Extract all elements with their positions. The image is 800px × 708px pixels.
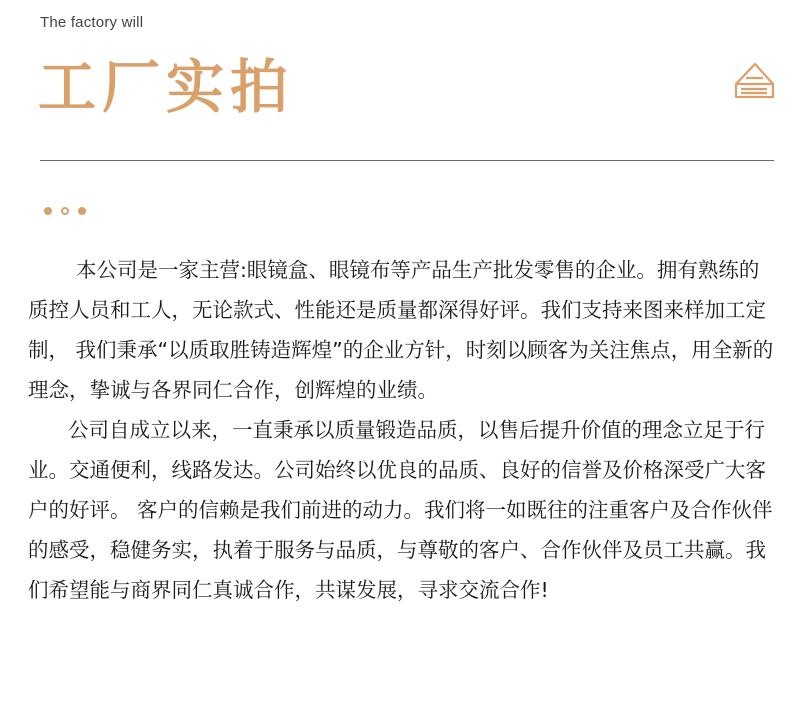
header-subtitle: The factory will bbox=[40, 14, 144, 31]
dot-icon bbox=[78, 207, 86, 215]
header-divider bbox=[40, 160, 774, 161]
document-icon bbox=[733, 60, 775, 100]
dot-icon bbox=[44, 207, 52, 215]
paragraph-2: 公司自成立以来，一直秉承以质量锻造品质，以售后提升价值的理念立足于行业。交通便利，线路发达。公司始终以优良的品质、良好的信誉及价格深受广大客户的好评。 客户的信赖是我们前进的动力。我们将一如既往的注重客户及合作伙伴的感受，稳健务实，执着于服务与品质，与尊敬的客户、合作伙伴及员工共赢。我们希望能与商界同仁真诚合作，共谋发展，寻求交流合作! bbox=[28, 418, 773, 602]
decorative-dots bbox=[44, 207, 86, 215]
company-introduction bbox=[28, 250, 778, 610]
paragraph-1: 本公司是一家主营:眼镜盒、眼镜布等产品生产批发零售的企业。拥有熟练的质控人员和工人，无论款式、性能还是质量都深得好评。我们支持来图来样加工定制， 我们秉承“以质取胜铸造辉煌”的企业方针，时刻以顾客为关注焦点，用全新的理念，挚诚与各界同仁合作，创辉煌的业绩。 bbox=[28, 258, 774, 402]
dot-ring-icon bbox=[61, 207, 69, 215]
page-title: 工厂实拍 bbox=[38, 53, 295, 121]
